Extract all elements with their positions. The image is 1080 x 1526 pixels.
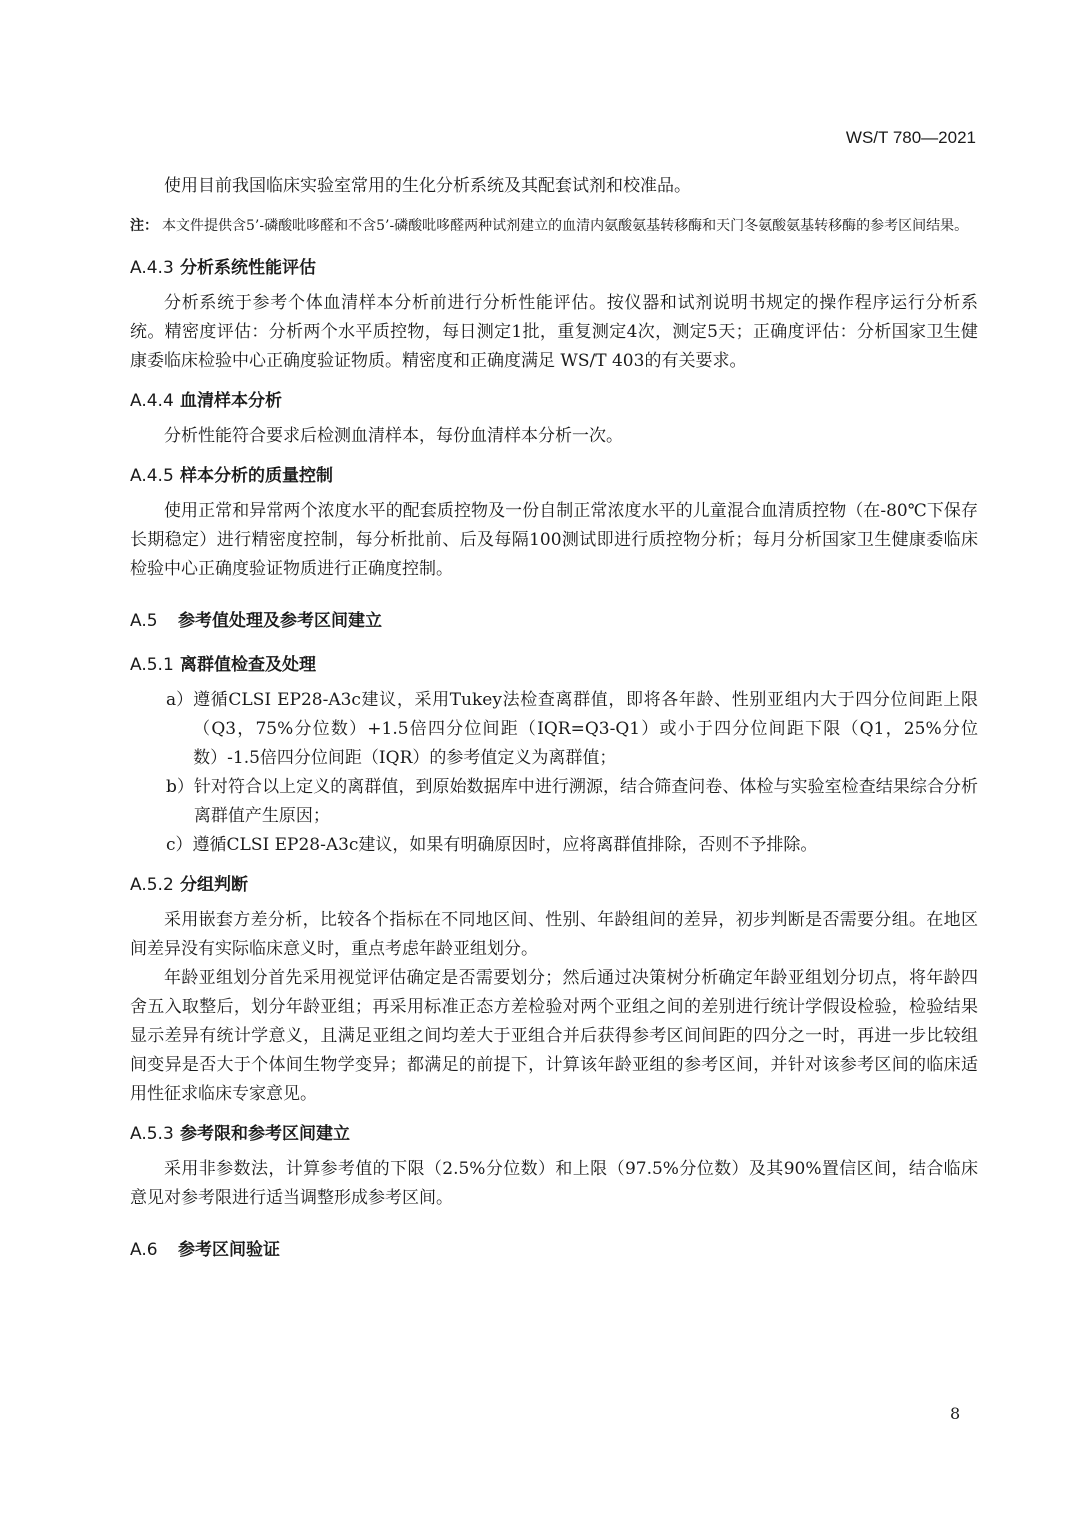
list-item (130, 831, 978, 860)
list-item-text: 针对符合以上定义的离群值，到原始数据库中进行溯源，结合筛查问卷、体检与实验室检查结果综合分析离群值产生原因； (193, 777, 978, 826)
section-title: 样本分析的质量控制 (180, 466, 333, 486)
heading-a5 (130, 606, 978, 636)
list-item-text: 遵循CLSI EP28-A3c建议，采用Tukey法检查离群值，即将各年龄、性别亚组内大于四分位间距上限（Q3，75%分位数）+1.5倍四分位间距（IQR=Q3-Q1）或小于四分位间距下限（Q1，25%分位数）-1.5倍四分位间距（IQR）的参考值定义为离群值； (193, 690, 978, 768)
section-number: A.5.3 (130, 1124, 174, 1144)
list-marker: b） (166, 777, 194, 797)
document-body (130, 172, 978, 1279)
list-item-text: 遵循CLSI EP28-A3c建议，如果有明确原因时，应将离群值排除，否则不予排除。 (192, 835, 818, 855)
section-number: A.4.3 (130, 258, 174, 278)
standard-number: WS/T 780—2021 (845, 128, 976, 147)
section-title: 参考区间验证 (178, 1240, 280, 1260)
list-marker: a） (166, 690, 194, 710)
list-item (130, 686, 978, 773)
paragraph-a52-2: 年龄亚组划分首先采用视觉评估确定是否需要划分；然后通过决策树分析确定年龄亚组划分切点，将年龄四舍五入取整后，划分年龄亚组；再采用标准正态方差检验对两个亚组之间的差别进行统计学假设检验，检验结果显示差异有统计学意义，且满足亚组之间均差大于亚组合并后获得参考区间间距的四分之一时，再进一步比较组间变异是否大于个体间生物学变异；都满足的前提下，计算该年龄亚组的参考区间，并针对该参考区间的临床适用性征求临床专家意见。 (130, 968, 978, 1104)
paragraph-a53: 采用非参数法，计算参考值的下限（2.5%分位数）和上限（97.5%分位数）及其90%置信区间，结合临床意见对参考限进行适当调整形成参考区间。 (130, 1159, 978, 1208)
section-number: A.4.5 (130, 466, 174, 486)
heading-a52 (130, 870, 978, 900)
section-number: A.6 (130, 1240, 158, 1260)
section-number: A.5 (130, 611, 158, 631)
section-number: A.5.1 (130, 655, 174, 675)
note-label: 注： (130, 218, 158, 234)
section-number: A.4.4 (130, 391, 174, 411)
paragraph-a52-1: 采用嵌套方差分析，比较各个指标在不同地区间、性别、年龄组间的差异，初步判断是否需要分组。在地区间差异没有实际临床意义时，重点考虑年龄亚组划分。 (130, 910, 978, 959)
intro-paragraph: 使用目前我国临床实验室常用的生化分析系统及其配套试剂和校准品。 (164, 176, 691, 196)
section-title: 参考值处理及参考区间建立 (178, 611, 382, 631)
heading-a444 (130, 386, 978, 416)
section-number: A.5.2 (130, 875, 174, 895)
list-marker: c） (166, 835, 193, 855)
section-title: 分析系统性能评估 (180, 258, 316, 278)
note-block (130, 213, 978, 239)
page-number: 8 (950, 1404, 961, 1423)
paragraph-a443: 分析系统于参考个体血清样本分析前进行分析性能评估。按仪器和试剂说明书规定的操作程序运行分析系统。精密度评估：分析两个水平质控物，每日测定1批，重复测定4次，测定5天；正确度评估：分析国家卫生健康委临床检验中心正确度验证物质。精密度和正确度满足 WS/T 403的有关要求。 (130, 293, 978, 371)
section-title: 血清样本分析 (180, 391, 282, 411)
heading-a6 (130, 1235, 978, 1265)
list-item (130, 773, 978, 831)
section-title: 离群值检查及处理 (180, 655, 316, 675)
outlier-list (130, 686, 978, 860)
paragraph-a444: 分析性能符合要求后检测血清样本，每份血清样本分析一次。 (164, 426, 623, 446)
heading-a53 (130, 1119, 978, 1149)
heading-a443 (130, 253, 978, 283)
note-text: 本文件提供含5’-磷酸吡哆醛和不含5’-磷酸吡哆醛两种试剂建立的血清内氨酸氨基转移酶和天门冬氨酸氨基转移酶的参考区间结果。 (162, 218, 969, 234)
heading-a51 (130, 650, 978, 680)
section-title: 分组判断 (180, 875, 248, 895)
section-title: 参考限和参考区间建立 (180, 1124, 350, 1144)
heading-a445 (130, 461, 978, 491)
paragraph-a445: 使用正常和异常两个浓度水平的配套质控物及一份自制正常浓度水平的儿童混合血清质控物（在-80℃下保存长期稳定）进行精密度控制，每分析批前、后及每隔100测试即进行质控物分析；每月分析国家卫生健康委临床检验中心正确度验证物质进行正确度控制。 (130, 501, 978, 579)
